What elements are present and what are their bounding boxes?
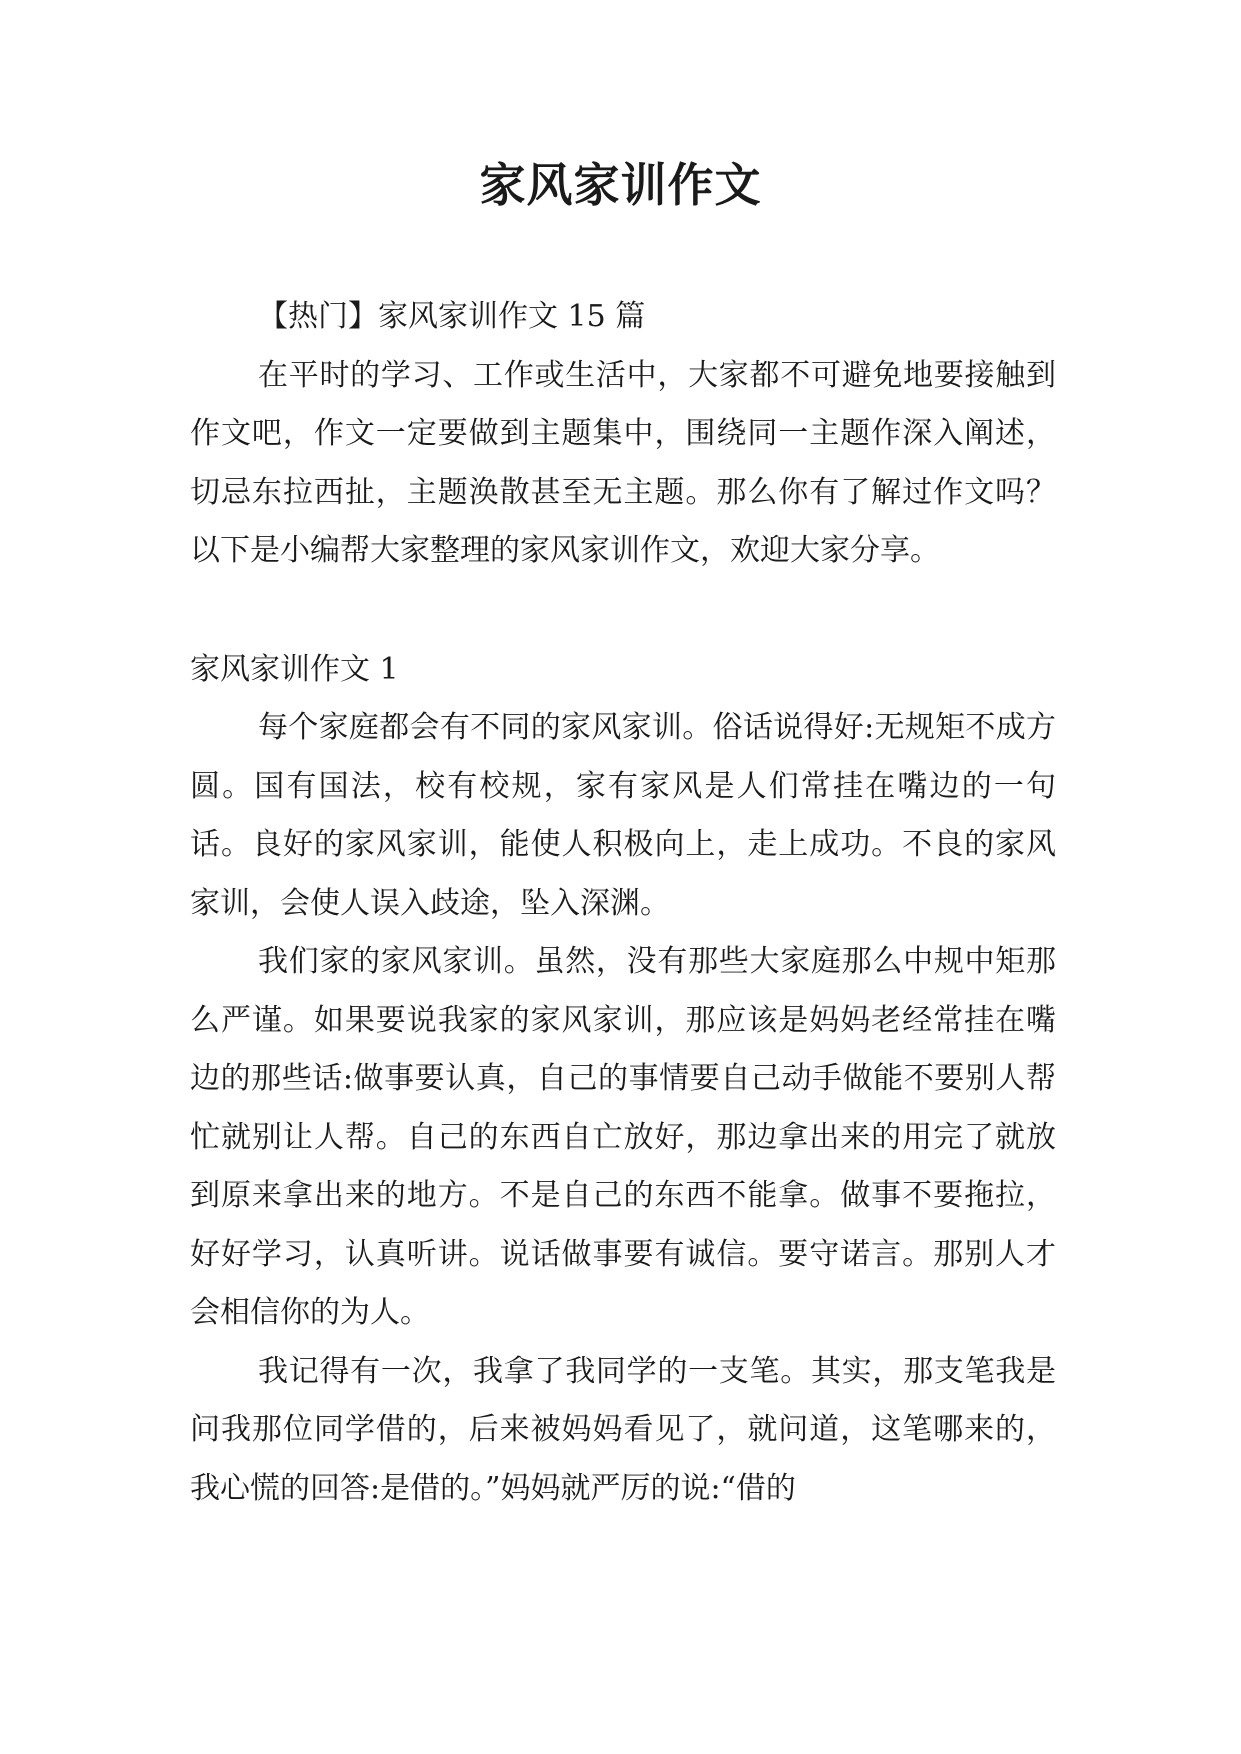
section-spacer — [190, 581, 1056, 641]
document-title: 家风家训作文 — [479, 158, 762, 212]
intro-paragraph: 在平时的学习、工作或生活中，大家都不可避免地要接触到作文吧，作文一定要做到主题集中，围绕同一主题作深入阐述，切忌东拉西扯，主题涣散甚至无主题。那么你有了解过作文吗？以下是小编帮大家整理的家风家训作文，欢迎大家分享。 — [190, 357, 1056, 568]
body-paragraph-2: 我们家的家风家训。虽然，没有那些大家庭那么中规中矩那么严谨。如果要说我家的家风家训，那应该是妈妈老经常挂在嘴边的那些话:做事要认真，自己的事情要自己动手做能不要别人帮忙就别让人帮。自己的东西自亡放好，那边拿出来的用完了就放到原来拿出来的地方。不是自己的东西不能拿。做事不要拖拉，好好学习，认真听讲。说话做事要有诚信。要守诺言。那别人才会相信你的为人。 — [190, 944, 1056, 1330]
section-title: 家风家训作文 1 — [190, 651, 399, 687]
body-paragraph-1: 每个家庭都会有不同的家风家训。俗话说得好:无规矩不成方圆。国有国法，校有校规，家有家风是人们常挂在嘴边的一句话。良好的家风家训，能使人积极向上，走上成功。不良的家风家训，会使人误入歧途，坠入深渊。 — [190, 710, 1056, 921]
document-body — [190, 288, 1056, 1518]
document-subtitle: 【热门】家风家训作文 15 篇 — [258, 299, 646, 334]
body-paragraph-3: 我记得有一次，我拿了我同学的一支笔。其实，那支笔我是问我那位同学借的，后来被妈妈看见了，就问道，这笔哪来的，我心慌的回答:是借的。”妈妈就严厉的说:“借的 — [190, 1353, 1056, 1506]
